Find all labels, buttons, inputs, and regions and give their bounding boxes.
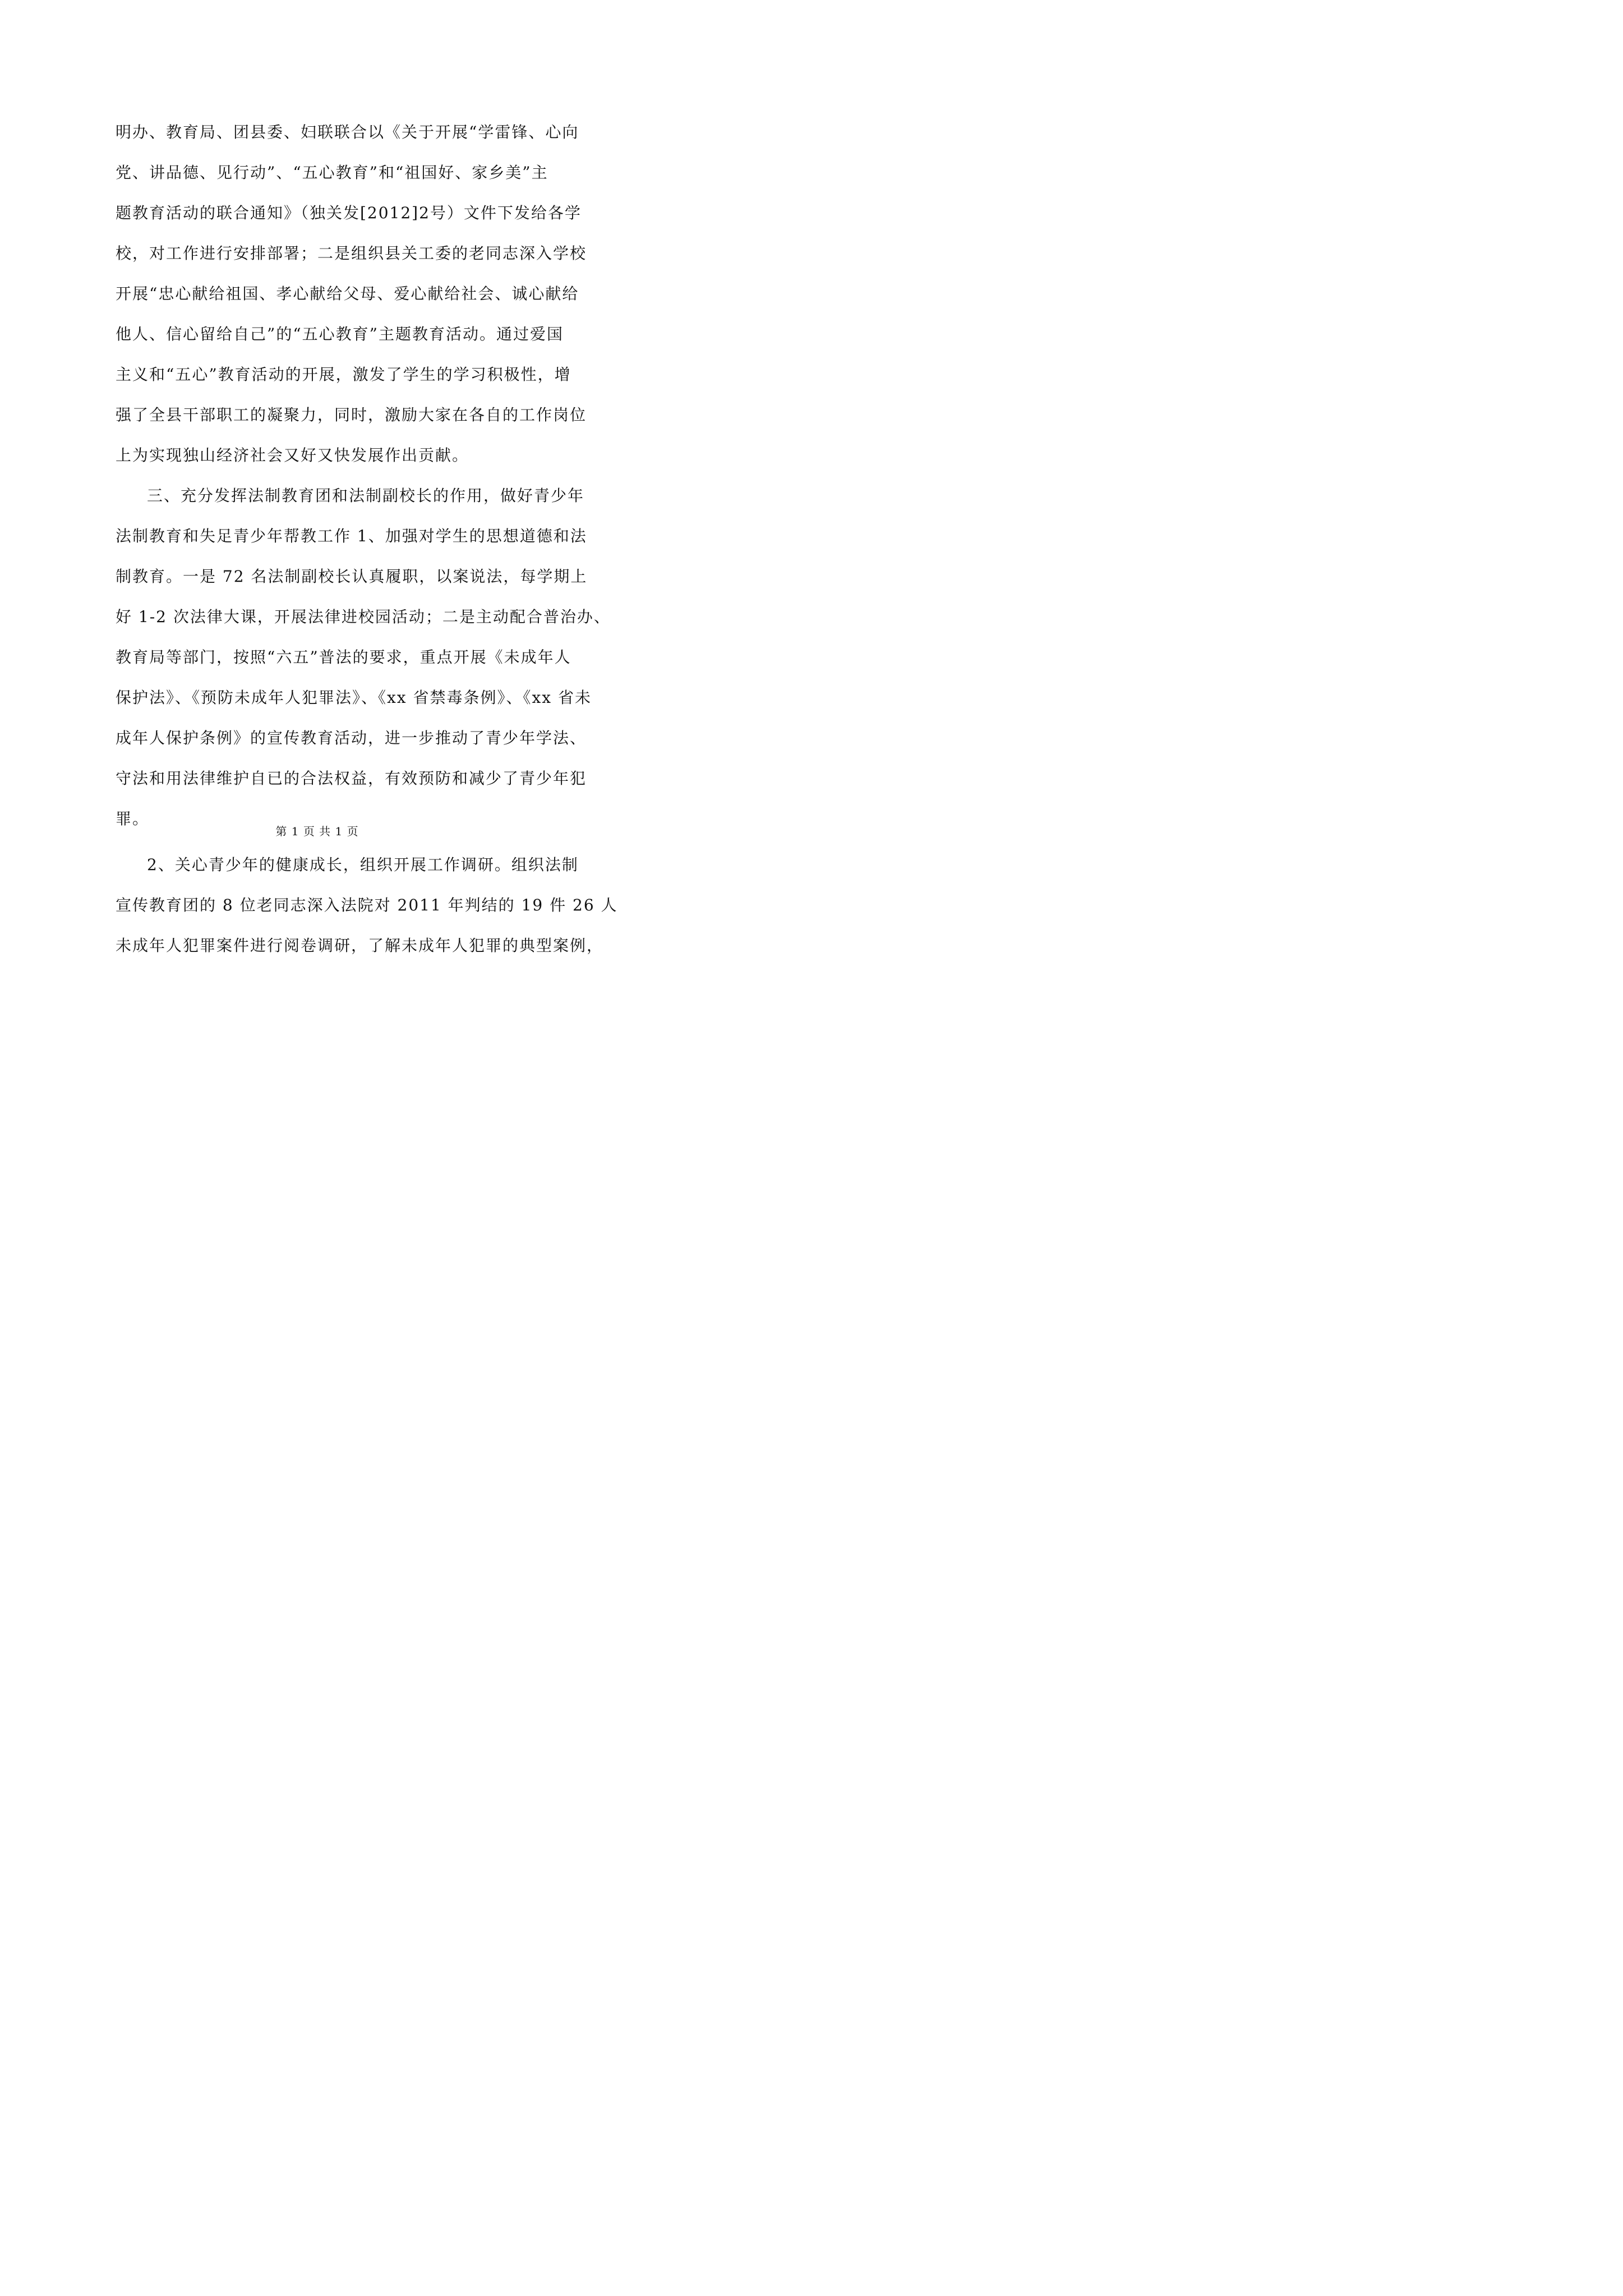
text-line: 校，对工作进行安排部署；二是组织县关工委的老同志深入学校 bbox=[116, 244, 587, 263]
text-line: 他人、信心留给自己”的“五心教育”主题教育活动。通过爱国 bbox=[116, 325, 564, 343]
text-line: 制教育。一是 72 名法制副校长认真履职，以案说法，每学期上 bbox=[116, 567, 588, 586]
text-line: 三、充分发挥法制教育团和法制副校长的作用，做好青少年 bbox=[147, 486, 585, 505]
paragraph-gap bbox=[116, 839, 553, 845]
text-line: 教育局等部门，按照“六五”普法的要求，重点开展《未成年人 bbox=[116, 648, 571, 666]
text-line: 题教育活动的联合通知》（独关发[2012]2号）文件下发给各学 bbox=[116, 204, 582, 222]
text-line: 保护法》、《预防未成年人犯罪法》、《xx 省禁毒条例》、《xx 省未 bbox=[116, 688, 592, 707]
text-line: 上为实现独山经济社会又好又快发展作出贡献。 bbox=[116, 446, 469, 464]
text-line: 明办、教育局、团县委、妇联联合以《关于开展“学雷锋、心向 bbox=[116, 123, 579, 141]
text-line: 宣传教育团的 8 位老同志深入法院对 2011 年判结的 19 件 26 人 bbox=[116, 896, 618, 914]
text-line: 好 1-2 次法律大课，开展法律进校园活动；二是主动配合普治办、 bbox=[116, 608, 611, 626]
text-line: 开展“忠心献给祖国、孝心献给父母、爱心献给社会、诚心献给 bbox=[116, 284, 579, 303]
text-line: 党、讲品德、见行动”、“五心教育”和“祖国好、家乡美”主 bbox=[116, 163, 548, 182]
text-line: 法制教育和失足青少年帮教工作 1、加强对学生的思想道德和法 bbox=[116, 527, 587, 545]
text-line: 2、关心青少年的健康成长，组织开展工作调研。组织法制 bbox=[147, 855, 579, 874]
text-line: 未成年人犯罪案件进行阅卷调研，了解未成年人犯罪的典型案例， bbox=[116, 936, 604, 955]
text-line: 守法和用法律维护自已的合法权益，有效预防和减少了青少年犯 bbox=[116, 769, 587, 788]
text-line: 强了全县干部职工的凝聚力，同时，激励大家在各自的工作岗位 bbox=[116, 406, 587, 424]
page-footer: 第 1 页 共 1 页 bbox=[275, 825, 359, 838]
text-line: 罪。 bbox=[116, 809, 150, 828]
text-line: 成年人保护条例》的宣传教育活动，进一步推动了青少年学法、 bbox=[116, 729, 587, 747]
document-page bbox=[0, 0, 634, 955]
text-line: 主义和“五心”教育活动的开展，激发了学生的学习积极性，增 bbox=[116, 365, 571, 384]
